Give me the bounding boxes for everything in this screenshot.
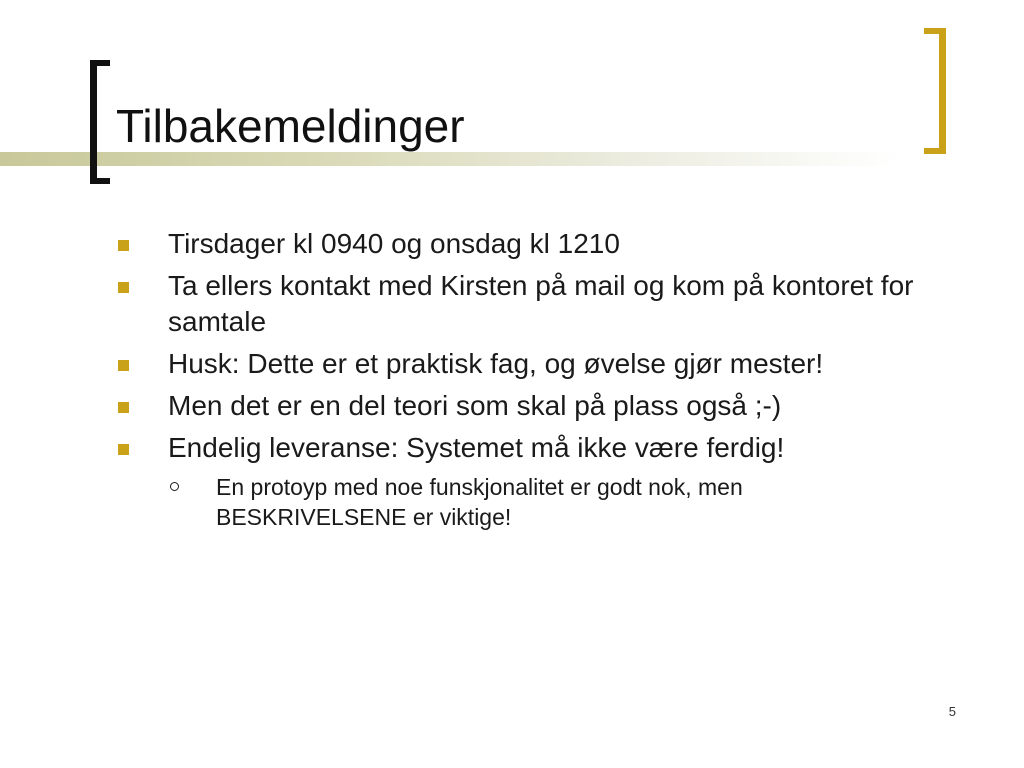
sub-bullet-item bbox=[116, 472, 936, 532]
bullet-text: Tirsdager kl 0940 og onsdag kl 1210 bbox=[168, 228, 620, 259]
square-bullet-icon bbox=[118, 282, 129, 293]
bullet-text: Husk: Dette er et praktisk fag, og øvelse gjør mester! bbox=[168, 348, 824, 379]
bullet-text: Ta ellers kontakt med Kirsten på mail og kom på kontoret for samtale bbox=[168, 270, 914, 337]
square-bullet-icon bbox=[118, 360, 129, 371]
bullet-item bbox=[116, 388, 936, 424]
sub-bullet-text: En protoyp med noe funskjonalitet er godt nok, men BESKRIVELSENE er viktige! bbox=[216, 474, 743, 530]
bullet-item bbox=[116, 226, 936, 262]
bullet-text: Men det er en del teori som skal på plass også ;-) bbox=[168, 390, 782, 421]
bullet-item bbox=[116, 268, 936, 340]
bullet-list bbox=[116, 226, 936, 532]
ring-bullet-icon bbox=[170, 482, 179, 491]
slide-title: Tilbakemeldinger bbox=[116, 100, 465, 152]
square-bullet-icon bbox=[118, 444, 129, 455]
page-number: 5 bbox=[948, 704, 956, 719]
square-bullet-icon bbox=[118, 240, 129, 251]
bullet-item bbox=[116, 430, 936, 466]
title-band bbox=[0, 152, 900, 166]
bullet-text: Endelig leveranse: Systemet må ikke være ferdig! bbox=[168, 432, 785, 463]
bullet-item bbox=[116, 346, 936, 382]
square-bullet-icon bbox=[118, 402, 129, 413]
left-bracket-icon bbox=[90, 60, 110, 184]
right-bracket-icon bbox=[924, 28, 946, 154]
